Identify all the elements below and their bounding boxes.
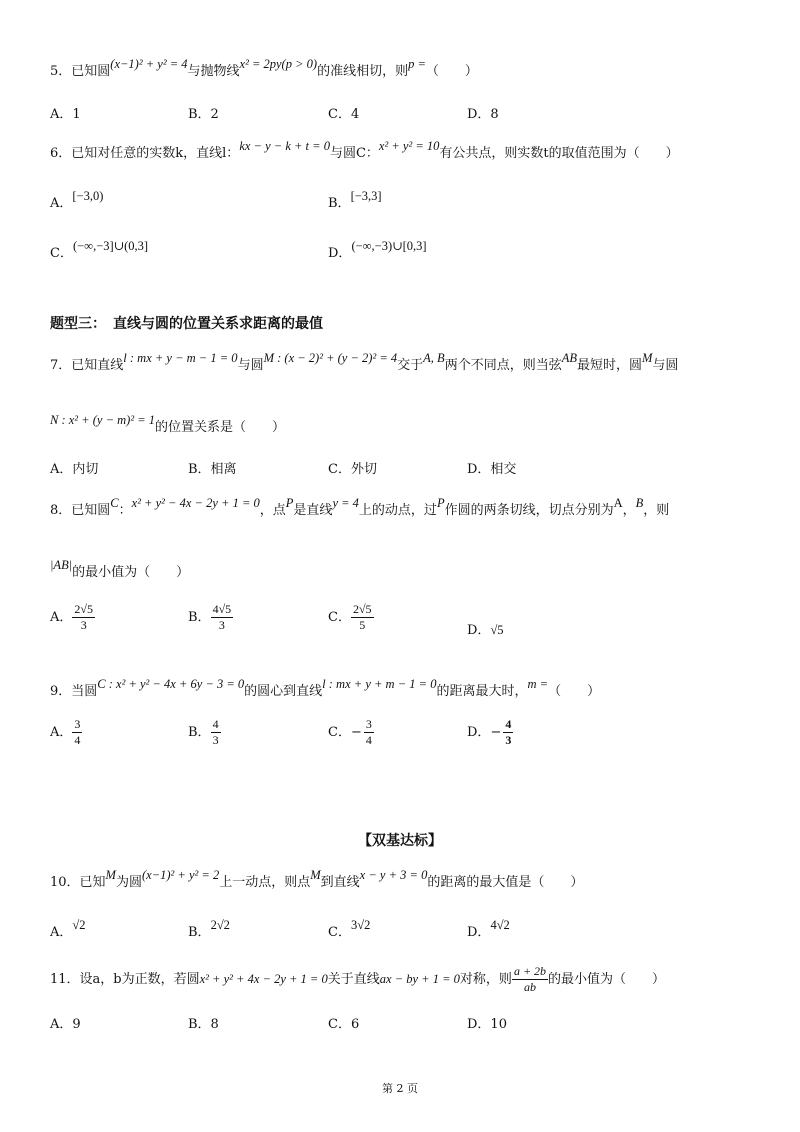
q7-line-eq: l : mx + y − m − 1 = 0 <box>123 351 238 365</box>
q6-option-a: A．[−3,0) <box>50 189 104 211</box>
q9-option-d-fraction: $\frac{4}{3}$ <box>505 717 512 747</box>
q11-circle-eq: x² + y² + 4x − 2y + 1 = 0 <box>199 972 328 986</box>
q10-option-c: C．3√2 <box>328 918 371 940</box>
q10-line-eq: x − y + 3 = 0 <box>359 868 428 882</box>
q11-option-a: A．9 <box>50 1017 81 1032</box>
q9-option-c: C．− $\frac{3}{4}$ <box>328 717 372 747</box>
q9-option-b-fraction: $\frac{4}{3}$ <box>212 717 219 747</box>
q8-option-c-fraction: $\frac{2√5}{5}$ <box>352 602 372 632</box>
q9-circle-eq: C : x² + y² − 4x + 6y − 3 = 0 <box>97 677 245 691</box>
q8-circle-eq: x² + y² − 4x − 2y + 1 = 0 <box>131 496 260 510</box>
q10-stem: 10．已知M为圆(x−1)² + y² = 2上一动点，则点M到直线x − y + 3 = 0的距离的最大值是（ ） <box>50 868 584 890</box>
q5-option-b: B．2 <box>188 107 219 122</box>
q8-abs-ab: |AB| <box>50 558 73 572</box>
page-number: 第 2 页 <box>382 1082 418 1095</box>
q7-circle-eq: M : (x − 2)² + (y − 2)² = 4 <box>263 351 398 365</box>
section-heading-basic: 【双基达标】 <box>358 833 442 849</box>
q9-stem: 9．当圆C : x² + y² − 4x + 6y − 3 = 0的圆心到直线l : mx + y + m − 1 = 0的距离最大时，m =（ ） <box>50 677 601 699</box>
q8-option-b: B． $\frac{4√5}{3}$ <box>188 602 232 632</box>
q9-line-eq: l : mx + y + m − 1 = 0 <box>322 677 437 691</box>
q5-circle-eq: (x−1)² + y² = 4 <box>110 57 188 71</box>
q8-option-b-fraction: $\frac{4√5}{3}$ <box>212 602 232 632</box>
q5-option-a: A．1 <box>50 107 81 122</box>
q7-option-a: A．内切 <box>50 462 99 477</box>
q11-option-c: C．6 <box>328 1017 360 1032</box>
q8-option-c: C． $\frac{2√5}{5}$ <box>328 602 372 632</box>
q10-circle-eq: (x−1)² + y² = 2 <box>141 868 220 882</box>
q6-option-c: C．(−∞,−3]∪(0,3] <box>50 239 149 261</box>
q11-option-d: D．10 <box>467 1017 507 1032</box>
q10-option-b: B．2√2 <box>188 918 230 940</box>
q8-stem: 8．已知圆C：x² + y² − 4x − 2y + 1 = 0，点P是直线y = 4上的动点，过P作圆的两条切线，切点分别为A，B，则 <box>50 496 670 518</box>
q8-option-d: D．√5 <box>467 623 504 638</box>
q6-stem: 6．已知对任意的实数k，直线l：kx − y − k + t = 0与圆C：x² + y² = 10有公共点，则实数t的取值范围为（ ） <box>50 139 679 161</box>
q11-line-eq: ax − by + 1 = 0 <box>379 972 460 986</box>
q11-fraction: $\frac{a + 2b}{ab}$ <box>513 964 547 994</box>
q6-circle-eq: x² + y² = 10 <box>378 139 440 153</box>
q5-stem: 5．已知圆(x−1)² + y² = 4与抛物线x² = 2py(p > 0)的准线相切，则p =（ ） <box>50 57 478 79</box>
q7-option-c: C．外切 <box>328 462 377 477</box>
q5-parabola-eq: x² = 2py(p > 0) <box>239 57 318 71</box>
q10-option-a: A．√2 <box>50 918 86 940</box>
q9-option-b: B． $\frac{4}{3}$ <box>188 717 219 747</box>
q9-option-d: D．− $\frac{4}{3}$ <box>467 717 512 747</box>
q7-stem: 7．已知直线l : mx + y − m − 1 = 0与圆M : (x − 2)² + (y − 2)² = 4交于A, B两个不同点，则当弦AB最短时，圆M与圆 <box>50 351 679 373</box>
q9-option-a: A． $\frac{3}{4}$ <box>50 717 81 747</box>
q7-option-b: B．相离 <box>188 462 237 477</box>
q7-stem-cont: N : x² + (y − m)² = 1的位置关系是（ ） <box>50 413 286 435</box>
q8-option-a: A． $\frac{2√5}{3}$ <box>50 602 93 632</box>
q8-stem-cont: |AB|的最小值为（ ） <box>50 558 190 580</box>
q7-circle-n-eq: N : x² + (y − m)² = 1 <box>50 413 155 427</box>
q9-option-c-fraction: $\frac{3}{4}$ <box>365 717 372 747</box>
q10-option-d: D．4√2 <box>467 918 510 940</box>
q8-option-a-fraction: $\frac{2√5}{3}$ <box>74 602 93 632</box>
q5-option-d: D．8 <box>467 107 499 122</box>
section-heading-type3: 题型三： 直线与圆的位置关系求距离的最值 <box>50 316 323 332</box>
q9-option-a-fraction: $\frac{3}{4}$ <box>74 717 81 747</box>
q11-stem: 11．设a，b为正数，若圆x² + y² + 4x − 2y + 1 = 0关于直线ax − by + 1 = 0对称，则 $\frac{a + 2b}{ab}$ 的最小值为（ ） <box>50 964 666 994</box>
q7-option-d: D．相交 <box>467 462 517 477</box>
q6-option-d: D．(−∞,−3)∪[0,3] <box>328 239 427 261</box>
q11-option-b: B．8 <box>188 1017 219 1032</box>
q5-option-c: C．4 <box>328 107 360 122</box>
q6-option-b: B．[−3,3] <box>328 189 382 211</box>
q6-line-eq: kx − y − k + t = 0 <box>239 139 330 153</box>
